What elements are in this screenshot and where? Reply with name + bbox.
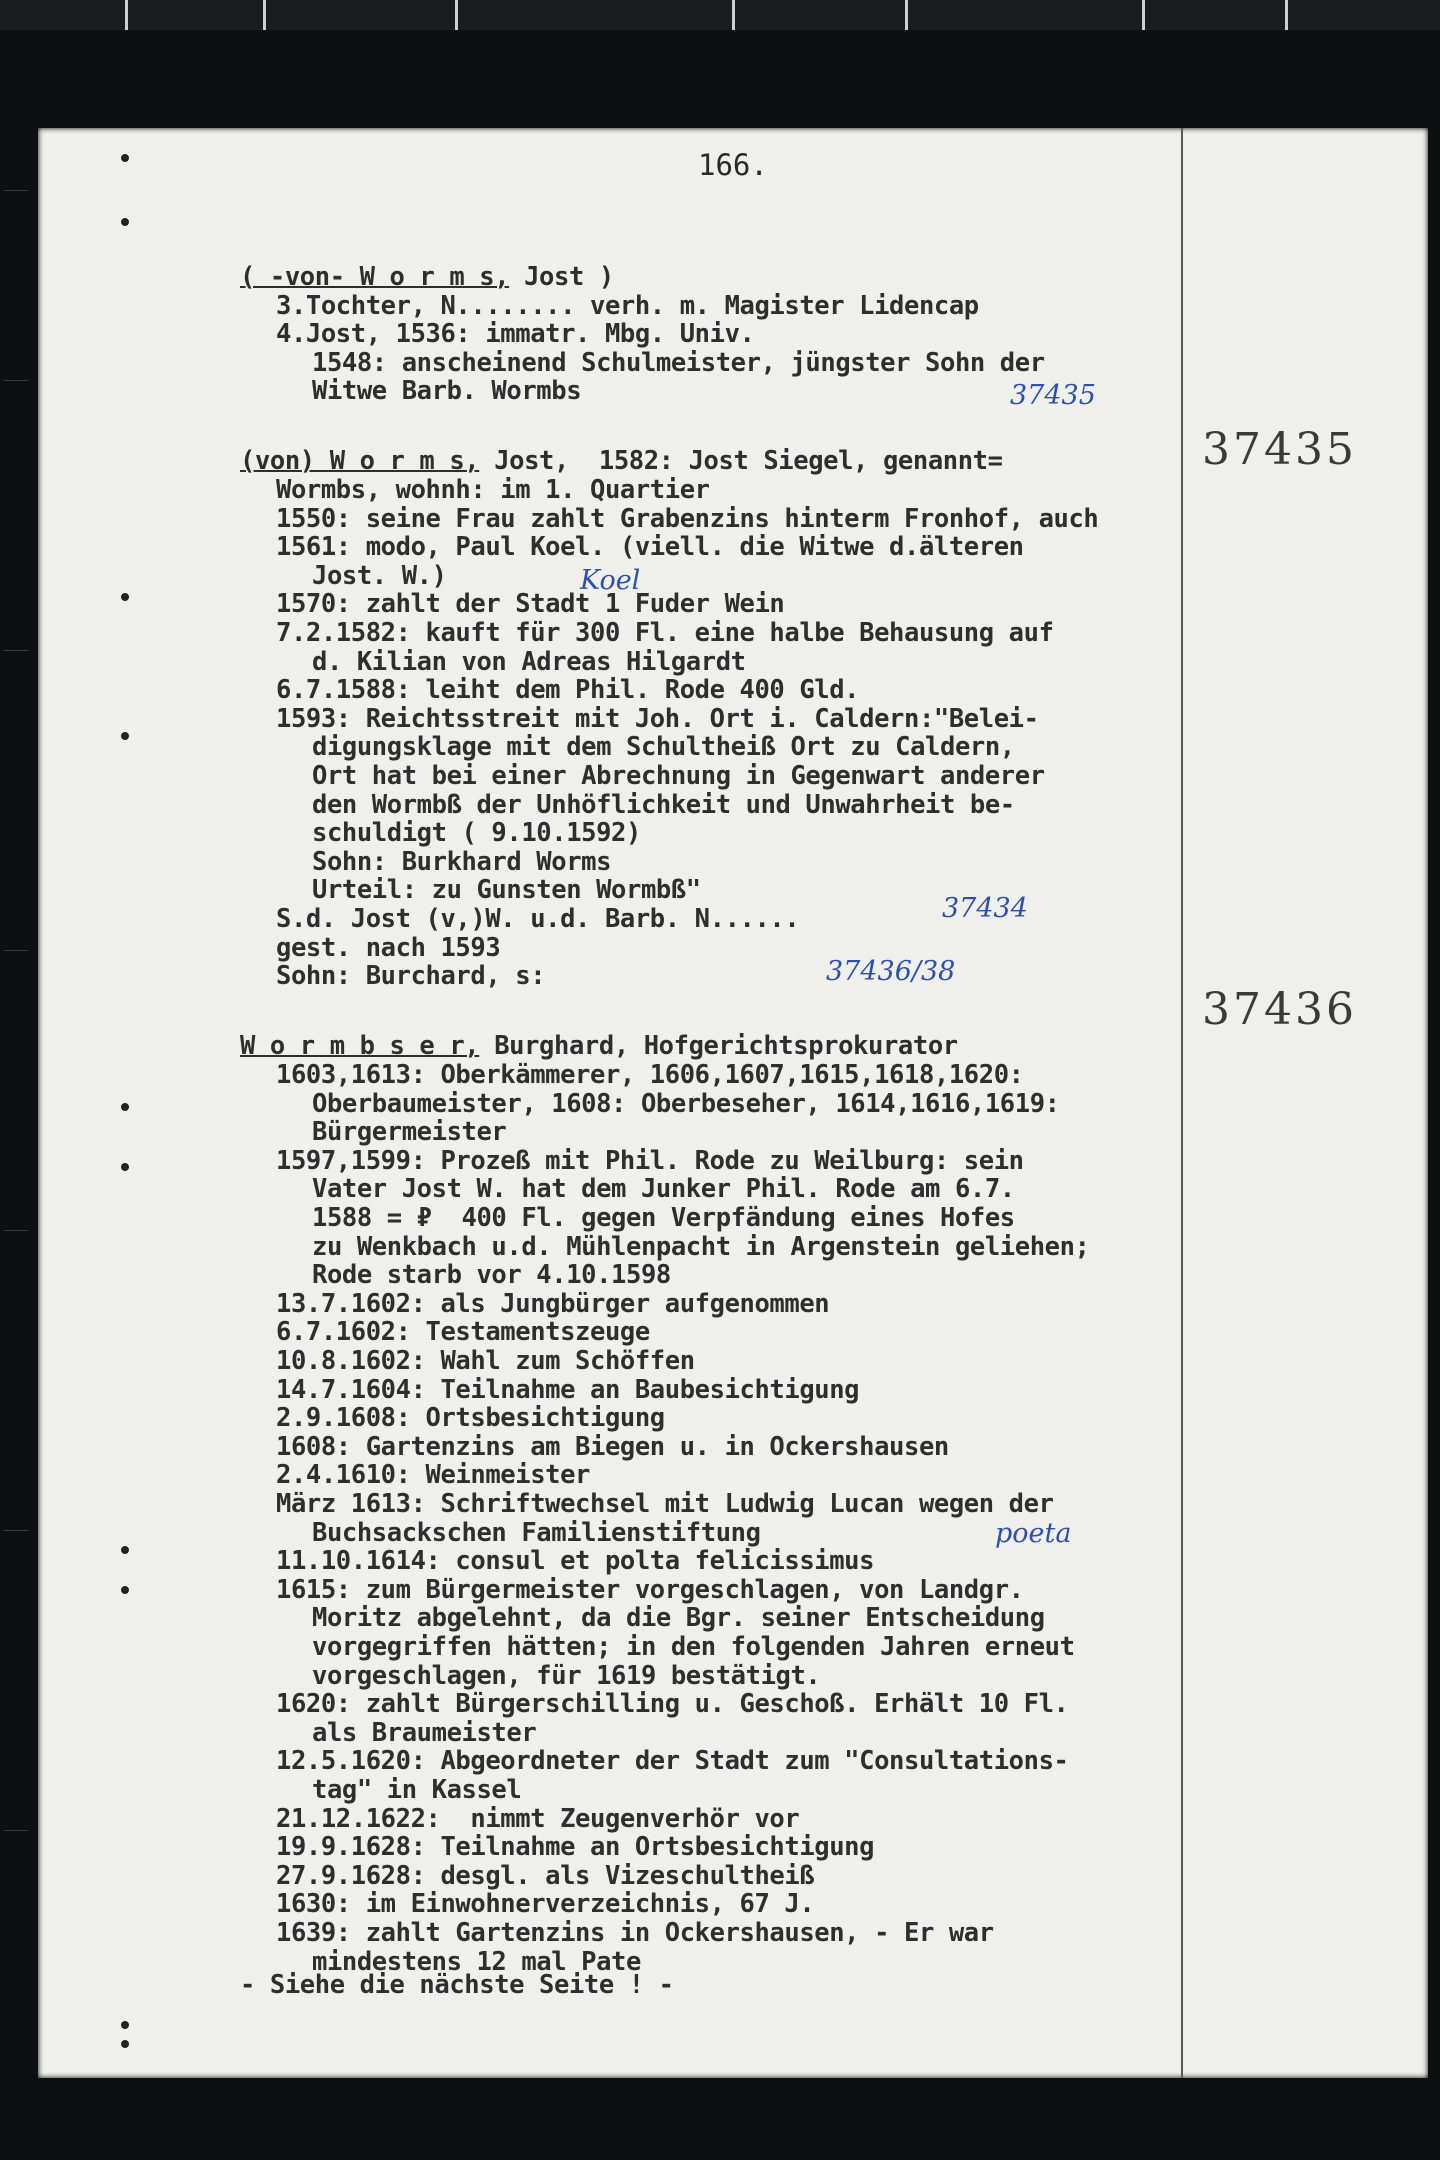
footer-note: - Siehe die nächste Seite ! - bbox=[240, 1970, 674, 2000]
entry-text: Oberbaumeister, 1608: Oberbeseher, 1614,1616,1619: bbox=[312, 1088, 1060, 1119]
entry-text: 7.2.1582: kauft für 300 Fl. eine halbe Behausung auf bbox=[276, 618, 1054, 649]
punch-hole bbox=[121, 593, 129, 601]
entry-text: 21.12.1622: nimmt Zeugenverhör vor bbox=[276, 1803, 800, 1834]
entry-text: 3.Tochter, N........ verh. m. Magister Lidencap bbox=[276, 290, 979, 321]
entry-line bbox=[312, 1174, 1015, 1205]
entry-text: Witwe Barb. Wormbs bbox=[312, 376, 582, 407]
entry-text: Sohn: Burkhard Worms bbox=[312, 846, 612, 877]
entry-line bbox=[276, 1689, 1069, 1720]
entry-text: Buchsackschen Familienstiftung bbox=[312, 1517, 761, 1548]
entry-line bbox=[312, 376, 582, 407]
punch-hole bbox=[121, 1163, 129, 1171]
entry-line bbox=[276, 475, 710, 506]
entry-text: Jost. W.) bbox=[312, 560, 447, 591]
entry-line bbox=[276, 504, 1098, 532]
entry-text: 1603,1613: Oberkämmerer, 1606,1607,1615,1618,1620: bbox=[276, 1059, 1024, 1090]
entry-text: 10.8.1602: Wahl zum Schöffen bbox=[276, 1345, 695, 1376]
entry-line bbox=[276, 704, 1039, 732]
entry-text: 1597,1599: Prozeß mit Phil. Rode zu Weilburg: sein bbox=[276, 1145, 1024, 1176]
entry-text: 1615: zum Bürgermeister vorgeschlagen, von Landgr. bbox=[276, 1574, 1024, 1605]
handwritten-correction: poeta bbox=[995, 1518, 1072, 1549]
entry-line bbox=[276, 1432, 949, 1460]
entry-line bbox=[276, 291, 979, 319]
entry-text: den Wormbß der Unhöflichkeit und Unwahrheit be- bbox=[312, 789, 1015, 820]
entry-text: 6.7.1588: leiht dem Phil. Rode 400 Gld. bbox=[276, 675, 860, 706]
entry-text: gest. nach 1593 bbox=[276, 932, 501, 963]
entry-text: Rode starb vor 4.10.1598 bbox=[312, 1260, 671, 1291]
entry-heading-line bbox=[240, 446, 1003, 477]
entry-line bbox=[312, 1203, 1015, 1231]
film-mark bbox=[732, 0, 735, 30]
entry-text: Jost ) bbox=[509, 262, 614, 292]
film-mark bbox=[1142, 0, 1145, 30]
entry-line bbox=[276, 675, 860, 706]
entry-text: als Braumeister bbox=[312, 1717, 537, 1748]
entry-line bbox=[276, 1804, 799, 1832]
film-mark bbox=[1285, 0, 1288, 30]
entry-text: 19.9.1628: Teilnahme an Ortsbesichtigung bbox=[276, 1832, 875, 1863]
entry-line bbox=[312, 732, 1015, 763]
entry-line bbox=[312, 875, 701, 906]
entry-line bbox=[312, 647, 746, 675]
entry-text: 13.7.1602: als Jungbürger aufgenommen bbox=[276, 1288, 830, 1319]
entry-line bbox=[312, 1260, 671, 1291]
entry-text: vorgeschlagen, für 1619 bestätigt. bbox=[312, 1660, 821, 1691]
entry-line bbox=[276, 618, 1054, 649]
entry-line bbox=[276, 961, 546, 992]
entry-text: März 1613: Schriftwechsel mit Ludwig Lucan wegen der bbox=[276, 1488, 1054, 1519]
entry-text: Ort hat bei einer Abrechnung in Gegenwart anderer bbox=[312, 761, 1045, 792]
entry-text: 1588 = ₽ 400 Fl. gegen Verpfändung eines Hofes bbox=[312, 1202, 1015, 1233]
entry-text: S.d. Jost (v,)W. u.d. Barb. N...... bbox=[276, 904, 800, 935]
punch-hole bbox=[121, 1546, 129, 1554]
entry-text: Jost, 1582: Jost Siegel, genannt= bbox=[479, 446, 1003, 477]
entry-text: 6.7.1602: Testamentszeuge bbox=[276, 1317, 650, 1348]
entry-line bbox=[312, 847, 611, 875]
entry-line bbox=[276, 1146, 1024, 1174]
entry-line bbox=[312, 790, 1015, 818]
entry-line bbox=[276, 1289, 829, 1317]
entry-text: 4.Jost, 1536: immatr. Mbg. Univ. bbox=[276, 319, 755, 350]
entry-text: 2.4.1610: Weinmeister bbox=[276, 1460, 590, 1491]
entry-text: vorgegriffen hätten; in den folgenden Jahren erneut bbox=[312, 1631, 1075, 1662]
entry-text: 11.10.1614: consul et polta felicissimus bbox=[276, 1546, 875, 1577]
handwritten-correction: Koel bbox=[580, 565, 641, 596]
entry-line bbox=[276, 1403, 665, 1434]
entry-text: Sohn: Burchard, s: bbox=[276, 961, 546, 992]
handwritten-number: 37434 bbox=[942, 893, 1028, 924]
entry-heading-line bbox=[240, 262, 614, 290]
entry-line bbox=[276, 1861, 814, 1889]
entry-line bbox=[276, 1746, 1069, 1777]
typed-text bbox=[240, 262, 1220, 2002]
entry-line bbox=[276, 589, 785, 620]
film-top-band bbox=[0, 0, 1440, 30]
entry-line bbox=[312, 1232, 1090, 1260]
entry-line bbox=[276, 1546, 875, 1577]
entry-text: 1593: Reichtsstreit mit Joh. Ort i. Caldern:"Belei- bbox=[276, 703, 1039, 734]
punch-hole bbox=[121, 1103, 129, 1111]
entry-line bbox=[276, 1489, 1054, 1517]
entry-text: 27.9.1628: desgl. als Vizeschultheiß bbox=[276, 1860, 815, 1891]
entry-text: Urteil: zu Gunsten Wormbß" bbox=[312, 875, 701, 906]
entry-line bbox=[312, 761, 1045, 792]
entry-line bbox=[276, 1375, 859, 1403]
film-mark bbox=[263, 0, 266, 30]
entry-text: schuldigt ( 9.10.1592) bbox=[312, 818, 641, 849]
entry-text: 1548: anscheinend Schulmeister, jüngster Sohn der bbox=[312, 347, 1045, 378]
entry-line bbox=[312, 1718, 536, 1746]
entry-text: 1608: Gartenzins am Biegen u. in Ockershausen bbox=[276, 1431, 949, 1462]
entry-line bbox=[312, 1775, 521, 1803]
entry-line bbox=[312, 1117, 507, 1148]
entry-line bbox=[312, 1603, 1045, 1634]
entry-text: Moritz abgelehnt, da die Bgr. seiner Entscheidung bbox=[312, 1603, 1045, 1634]
punch-hole bbox=[121, 2040, 129, 2048]
page-number: 166. bbox=[698, 148, 768, 182]
entry-text: 12.5.1620: Abgeordneter der Stadt zum "Consultations- bbox=[276, 1746, 1069, 1777]
entry-line bbox=[276, 319, 755, 350]
entry-line bbox=[276, 1060, 1024, 1088]
entry-line bbox=[276, 1460, 590, 1491]
entry-line bbox=[276, 1918, 994, 1946]
entry-text: zu Wenkbach u.d. Mühlenpacht in Argenstein geliehen; bbox=[312, 1231, 1090, 1262]
entry-line bbox=[312, 1632, 1075, 1660]
film-mark bbox=[905, 0, 908, 30]
entry-surname: (von) W o r m s, bbox=[240, 446, 480, 477]
entry-text: d. Kilian von Adreas Hilgardt bbox=[312, 646, 746, 677]
handwritten-number: 37435 bbox=[1010, 380, 1096, 411]
entry-line bbox=[276, 1889, 815, 1920]
entry-line bbox=[276, 532, 1024, 563]
entry-surname: W o r m b s e r, bbox=[240, 1031, 480, 1062]
entry-text: Bürgermeister bbox=[312, 1117, 507, 1148]
record-number: 37435 bbox=[1202, 424, 1357, 475]
punch-hole bbox=[121, 154, 129, 162]
entry-text: digungsklage mit dem Schultheiß Ort zu Caldern, bbox=[312, 732, 1015, 763]
entry-line bbox=[312, 1518, 761, 1546]
record-number: 37436 bbox=[1202, 984, 1357, 1035]
entry-text: 1630: im Einwohnerverzeichnis, 67 J. bbox=[276, 1889, 815, 1920]
entry-text: 1620: zahlt Bürgerschilling u. Geschoß. Erhält 10 Fl. bbox=[276, 1689, 1069, 1720]
film-mark bbox=[455, 0, 458, 30]
handwritten-number: 37436/38 bbox=[826, 956, 956, 987]
punch-hole bbox=[121, 2021, 129, 2029]
entry-line bbox=[276, 1346, 695, 1374]
film-mark bbox=[125, 0, 128, 30]
entry-line bbox=[312, 818, 641, 849]
entry-line bbox=[276, 1575, 1024, 1603]
entry-text: Vater Jost W. hat dem Junker Phil. Rode am 6.7. bbox=[312, 1174, 1015, 1205]
entry-text: 2.9.1608: Ortsbesichtigung bbox=[276, 1403, 665, 1434]
entry-text: 1550: seine Frau zahlt Grabenzins hinterm Fronhof, auch bbox=[276, 503, 1099, 534]
entry-line bbox=[312, 1661, 820, 1689]
entry-line bbox=[312, 348, 1045, 376]
entry-line bbox=[276, 904, 800, 935]
entry-line bbox=[276, 1317, 650, 1348]
entry-text: tag" in Kassel bbox=[312, 1774, 522, 1805]
punch-hole bbox=[121, 732, 129, 740]
entry-text: 1639: zahlt Gartenzins in Ockershausen, - Er war bbox=[276, 1917, 994, 1948]
punch-hole bbox=[121, 218, 129, 226]
entry-text: Burghard, Hofgerichtsprokurator bbox=[479, 1031, 958, 1062]
entry-text: Wormbs, wohnh: im 1. Quartier bbox=[276, 475, 710, 506]
entry-surname: ( -von- W o r m s, bbox=[240, 262, 510, 292]
punch-hole bbox=[121, 1586, 129, 1594]
entry-line bbox=[312, 1089, 1060, 1117]
entry-text: 1561: modo, Paul Koel. (viell. die Witwe d.älteren bbox=[276, 532, 1024, 563]
entry-heading-line bbox=[240, 1031, 958, 1062]
entry-line bbox=[276, 933, 500, 961]
entry-text: 14.7.1604: Teilnahme an Baubesichtigung bbox=[276, 1374, 860, 1405]
entry-text: 1570: zahlt der Stadt 1 Fuder Wein bbox=[276, 589, 785, 620]
entry-line bbox=[276, 1832, 875, 1863]
entry-text: mindestens 12 mal Pate bbox=[312, 1946, 641, 1977]
film-left-edge bbox=[0, 130, 32, 2080]
entry-line bbox=[312, 561, 447, 589]
